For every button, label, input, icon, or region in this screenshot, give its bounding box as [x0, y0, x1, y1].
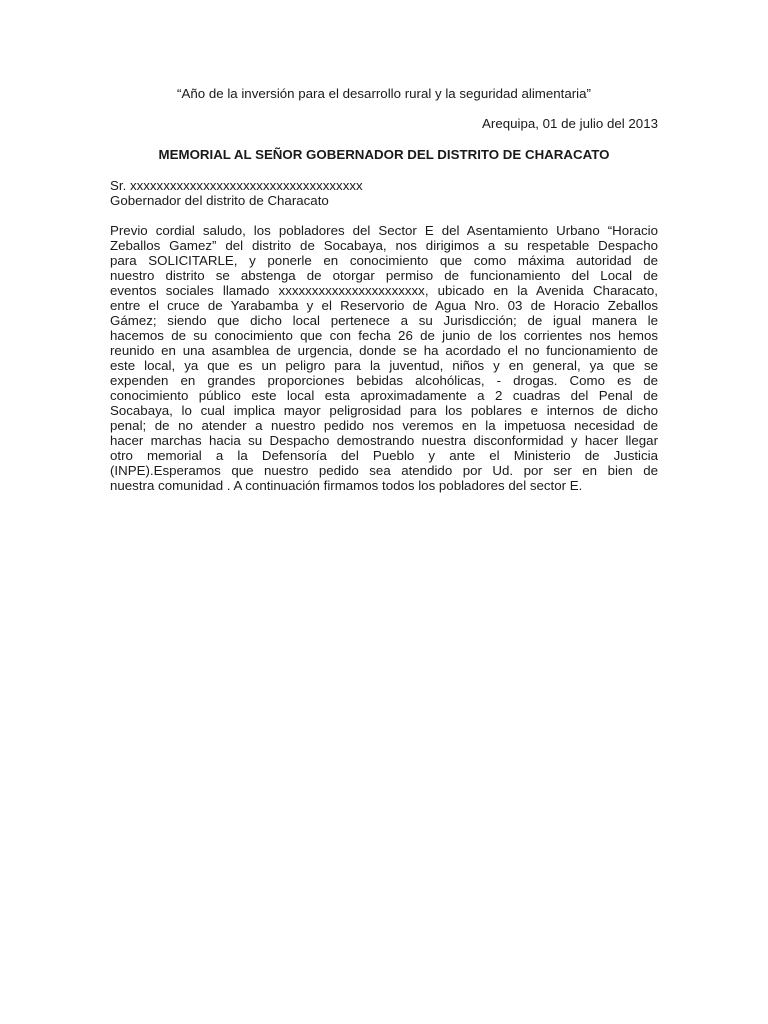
recipient-role: Gobernador del distrito de Characato — [110, 193, 329, 208]
document-motto: “Año de la inversión para el desarrollo rural y la seguridad alimentaria” — [177, 86, 591, 101]
body-line: Zeballos Gamez” del distrito de Socabaya, nos dirigimos a su respetable Despacho — [110, 238, 658, 253]
body-line: Gámez; siendo que dicho local pertenece a su Jurisdicción; de igual manera le — [110, 313, 658, 328]
body-line: entre el cruce de Yarabamba y el Reservorio de Agua Nro. 03 de Horacio Zeballos — [110, 298, 658, 313]
body-line: penal; de no atender a nuestro pedido nos veremos en la impetuosa necesidad de — [110, 418, 658, 433]
body-line: nuestra comunidad . A continuación firmamos todos los pobladores del sector E. — [110, 478, 583, 493]
body-line: conocimiento público este local esta aproximadamente a 2 cuadras del Penal de — [110, 388, 658, 403]
body-line: hacer marchas hacia su Despacho demostrando nuestra disconformidad y hacer llegar — [110, 433, 658, 448]
body-line: nuestro distrito se abstenga de otorgar permiso de funcionamiento del Local de — [110, 268, 658, 283]
body-line: para SOLICITARLE, y ponerle en conocimiento que como máxima autoridad de — [110, 253, 658, 268]
body-line: (INPE).Esperamos que nuestro pedido sea atendido por Ud. por ser en bien de — [110, 463, 658, 478]
body-line: expenden en grandes proporciones bebidas alcohólicas, - drogas. Como es de — [110, 373, 658, 388]
body-line: reunido en una asamblea de urgencia, donde se ha acordado el no funcionamiento de — [110, 343, 658, 358]
place-date: Arequipa, 01 de julio del 2013 — [482, 116, 658, 131]
recipient-block — [110, 178, 363, 208]
body-line: hacemos de su conocimiento que con fecha 26 de junio de los corrientes nos hemos — [110, 328, 658, 343]
recipient-name: Sr. xxxxxxxxxxxxxxxxxxxxxxxxxxxxxxxxxxx — [110, 178, 363, 193]
body-line: Previo cordial saludo, los pobladores del Sector E del Asentamiento Urbano “Horacio — [110, 223, 658, 238]
body-line: otro memorial a la Defensoría del Pueblo y ante el Ministerio de Justicia — [110, 448, 658, 463]
body-line: este local, ya que es un peligro para la juventud, niños y en general, ya que se — [110, 358, 658, 373]
body-line: eventos sociales llamado xxxxxxxxxxxxxxxxxxxxxx, ubicado en la Avenida Characato, — [110, 283, 658, 298]
body-paragraph — [110, 223, 658, 493]
body-line: Socabaya, lo cual implica mayor peligrosidad para los poblares e internos de dicho — [110, 403, 658, 418]
document-title: MEMORIAL AL SEÑOR GOBERNADOR DEL DISTRITO DE CHARACATO — [158, 147, 610, 162]
